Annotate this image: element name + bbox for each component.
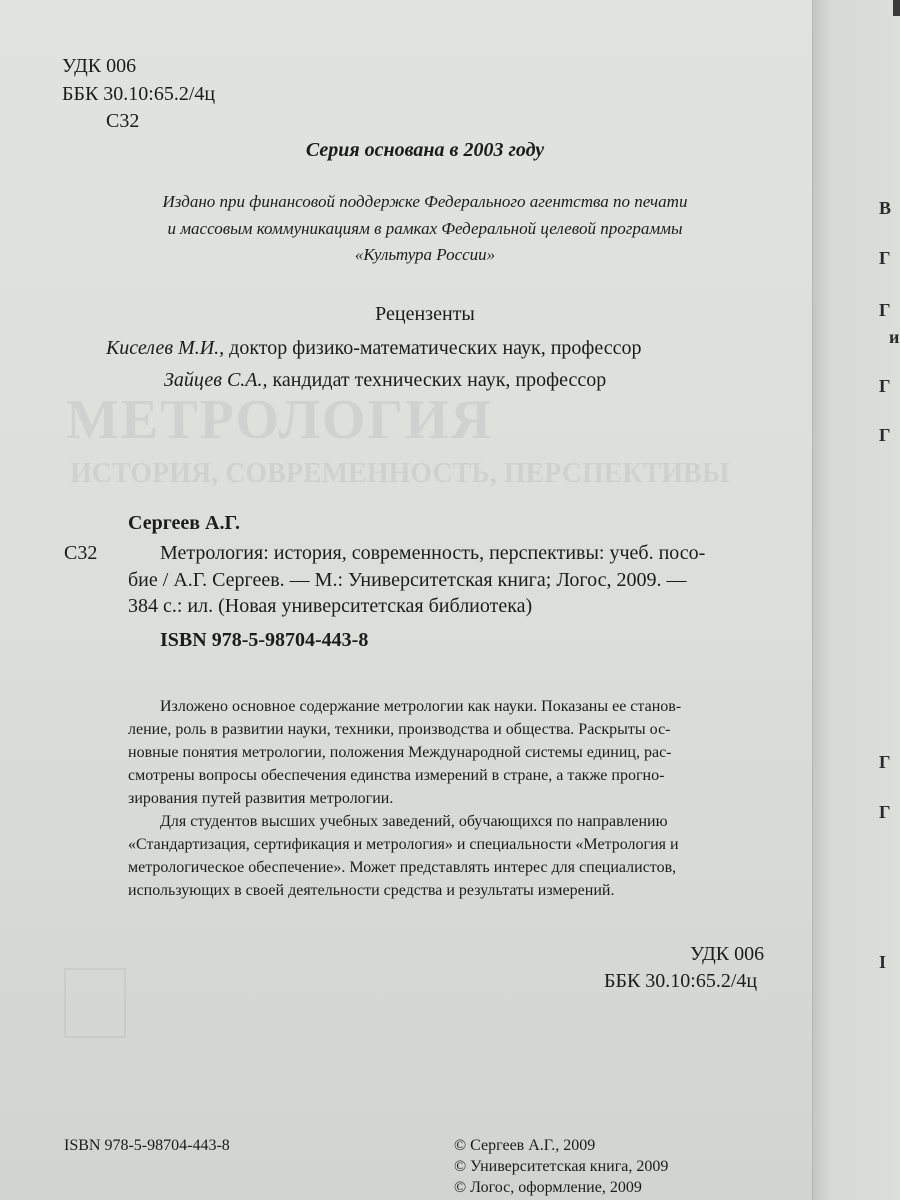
support-line-2: и массовым коммуникациям в рамках Федеральной целевой программы: [167, 219, 683, 238]
abstract-line: новные понятия метрологии, положения Международной системы единиц, рас-: [128, 744, 672, 761]
adjacent-page-edge: [812, 0, 900, 1200]
support-line-3: «Культура России»: [354, 245, 496, 264]
abstract-line: зирования путей развития метрологии.: [128, 790, 394, 807]
support-line-1: Издано при финансовой поддержке Федерального агентства по печати: [162, 192, 688, 211]
bottom-isbn: ISBN 978-5-98704-443-8: [64, 1137, 230, 1154]
bleed-through-subtitle: ИСТОРИЯ, СОВРЕМЕННОСТЬ, ПЕРСПЕКТИВЫ: [70, 458, 730, 489]
catalog-isbn: ISBN 978-5-98704-443-8: [160, 629, 369, 651]
catalog-line-2: бие / А.Г. Сергеев. — М.: Университетская книга; Логос, 2009. —: [128, 569, 687, 591]
bbk-code: ББК 30.10:65.2/4ц: [62, 83, 216, 105]
page-corner-shadow: [893, 0, 900, 16]
adjacent-letter: I: [879, 952, 887, 972]
adjacent-letter: Г: [879, 752, 891, 772]
udk-code: УДК 006: [62, 55, 137, 77]
reviewers-title: Рецензенты: [375, 303, 475, 325]
catalog-line-1: Метрология: история, современность, перспективы: учеб. посо-: [160, 542, 706, 564]
audience-line: использующих в своей деятельности средства и результаты измерений.: [128, 882, 615, 899]
copyright-publisher: © Университетская книга, 2009: [454, 1158, 669, 1175]
adjacent-letter: Г: [879, 376, 891, 396]
copyright-design: © Логос, оформление, 2009: [454, 1179, 642, 1196]
footer-udk: УДК 006: [690, 943, 765, 965]
catalog-line-3: 384 с.: ил. (Новая университетская библиотека): [128, 595, 533, 617]
bleed-through-logo: [64, 968, 126, 1038]
adjacent-letter: Г: [879, 248, 891, 268]
adjacent-letter: Г: [879, 300, 891, 320]
audience-line: Для студентов высших учебных заведений, обучающихся по направлению: [160, 813, 668, 830]
adjacent-letter: Г: [879, 425, 891, 445]
reviewer-1-name: Киселев М.И.,: [106, 337, 225, 359]
reviewer-1-desc: доктор физико-математических наук, профессор: [224, 337, 642, 359]
audience-line: «Стандартизация, сертификация и метрология» и специальности «Метрология и: [128, 836, 679, 853]
series-note: Серия основана в 2003 году: [305, 139, 545, 161]
footer-bbk: ББК 30.10:65.2/4ц: [604, 970, 758, 992]
abstract-line: смотрены вопросы обеспечения единства измерений в стране, а также прогно-: [128, 767, 665, 784]
abstract-line: Изложено основное содержание метрологии как науки. Показаны ее станов-: [160, 698, 682, 715]
catalog-code: С32: [64, 542, 98, 564]
copyright-author: © Сергеев А.Г., 2009: [454, 1137, 596, 1154]
reviewer-2-name: Зайцев С.А.,: [164, 369, 268, 391]
adjacent-letter: В: [879, 198, 892, 218]
author-mark: С32: [106, 110, 140, 132]
audience-line: метрологическое обеспечение». Может представлять интерес для специалистов,: [128, 859, 677, 876]
adjacent-letter: Г: [879, 802, 891, 822]
adjacent-letter: и: [889, 327, 900, 347]
reviewer-2-desc: кандидат технических наук, профессор: [267, 369, 607, 391]
catalog-author: Сергеев А.Г.: [128, 512, 240, 534]
reviewer-2: [164, 368, 606, 392]
reviewer-1: [106, 336, 642, 360]
bleed-through-title: МЕТРОЛОГИЯ: [66, 389, 494, 451]
abstract-line: ление, роль в развитии науки, техники, производства и общества. Раскрыты ос-: [128, 721, 671, 738]
